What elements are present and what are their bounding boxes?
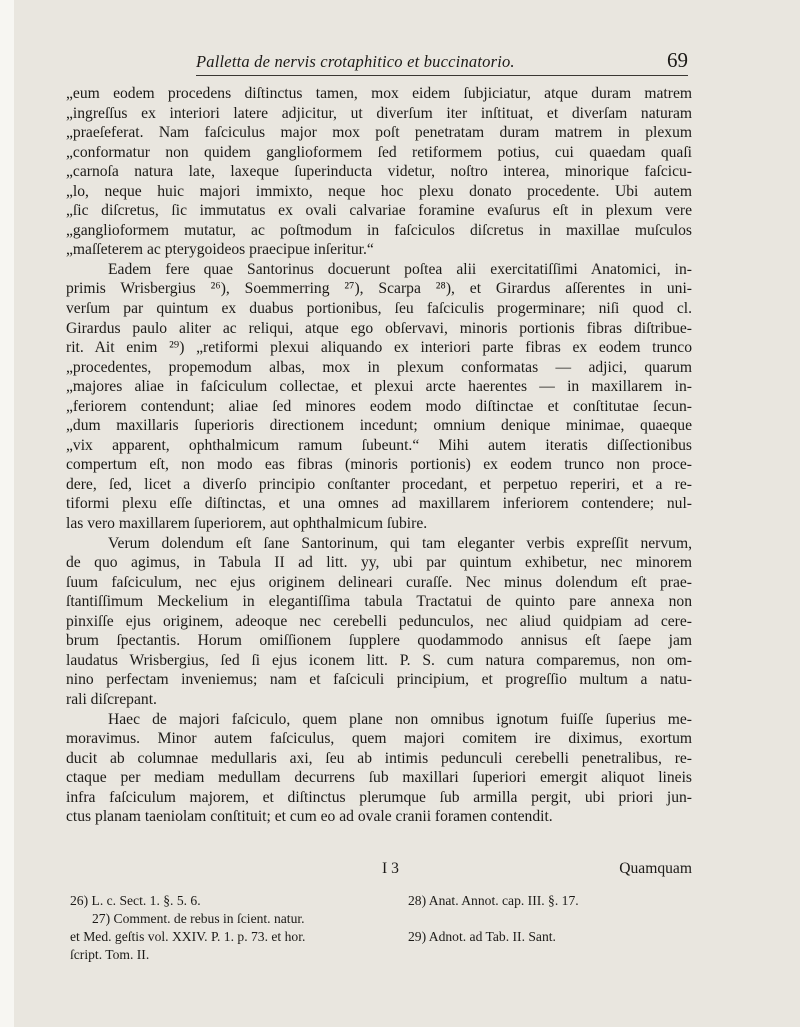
- paragraph-start-line: Verum dolendum eſt ſane Santorinum, qui tam eleganter verbis expreſſit nervum,: [108, 534, 692, 552]
- signature-row: [66, 858, 692, 880]
- footnote-continuation: ſcript. Tom. II.: [70, 947, 150, 962]
- footnote: 29) Adnot. ad Tab. II. Sant.: [408, 929, 556, 944]
- text-line: ctus planam taeniolam conſtituit; et cum eo ad ovale cranii foramen contendit.: [66, 808, 553, 826]
- text-line: ctaque per mediam medullam decurrens ſub maxillari ſuperiori emergit aliquot lineis: [66, 769, 692, 787]
- paragraph-start-line: Eadem fere quae Santorinus docuerunt poſtea alii exercitatiſſimi Anatomici, in-: [108, 260, 692, 278]
- text-line: „feriorem contendunt; aliae ſed minores eodem modo diſtinctae et conſtitutae ſecun-: [66, 397, 692, 415]
- footnote: 26) L. c. Sect. 1. §. 5. 6.: [70, 893, 201, 908]
- text-line: „praeſeferat. Nam faſciculus major mox poſt penetratam duram matrem in plexum: [66, 124, 692, 142]
- text-line: „ganglioformem mutatur, ac poſtmodum in faſciculos diſcretus in maxillae muſculos: [66, 221, 692, 239]
- text-line: Girardus paulo aliter ac reliqui, atque ego obſervavi, minoris portionis fibras diſtribue-: [66, 319, 692, 337]
- page-header: [196, 48, 688, 78]
- text-line: de quo agimus, in Tabula II ad litt. yy, ubi par quintum exhibetur, nec minorem: [66, 554, 692, 572]
- text-line: nino perfectam inveniemus; nam et faſciculi principium, et progreſſio multum a natu-: [66, 671, 692, 689]
- footnote: 27) Comment. de rebus in ſcient. natur.: [92, 911, 305, 926]
- header-rule: [196, 75, 688, 76]
- text-line: compertum eſt, non modo eas fibras (minoris portionis) ex eodem trunco non proce-: [66, 456, 692, 474]
- signature-mark: I 3: [382, 860, 399, 877]
- footnote: 28) Anat. Annot. cap. III. §. 17.: [408, 893, 579, 908]
- footnotes: [70, 892, 690, 972]
- text-line: dere, ſed, licet a diverſo principio conſtanter procedant, et perpetuo reperiri, et a re-: [66, 475, 692, 493]
- text-line: infra faſciculum majorem, et diſtinctus plerumque ſub armilla pergit, ubi priori jun-: [66, 788, 692, 806]
- footnote-continuation: et Med. geſtis vol. XXIV. P. 1. p. 73. et hor.: [70, 929, 306, 944]
- running-head: Palletta de nervis crotaphitico et buccinatorio.: [196, 52, 515, 71]
- text-line: ſtantiſſimum Meckelium in elegantiſſima tabula Tractatui de quinto pare annexa non: [66, 593, 692, 611]
- text-line: rali diſcrepant.: [66, 690, 157, 708]
- text-line: „eum eodem procedens diſtinctus tamen, mox eidem ſubjiciatur, atque duram matrem: [66, 85, 692, 102]
- text-line: rit. Ait enim ²⁹) „retiformi plexui aliquando ex interiori parte fibras ex eodem trunco: [66, 339, 692, 357]
- text-line: „vix apparent, ophthalmicum ramum ſubeunt.“ Mihi autem iteratis diſſectionibus: [66, 436, 692, 454]
- body-text: [66, 84, 692, 827]
- catchword: Quamquam: [619, 860, 692, 877]
- text-line: tiformi plexu eſſe diſtinctas, et una omnes ad maxillarem inferiorem contendere; nul-: [66, 495, 692, 513]
- text-line: pinxiſſe ejus originem, adeoque nec cerebelli pedunculos, nec aliud quidpiam ad cere-: [66, 612, 692, 630]
- text-line: las vero maxillarem ſuperiorem, aut ophthalmicum ſubire.: [66, 515, 428, 533]
- text-line: „ingreſſus ex interiori latere adjicitur, ut diverſum iter inſtituat, et diverſam naturam: [66, 104, 692, 122]
- text-line: „majores aliae in faſciculum collectae, et plexui arcte haerentes — in maxillarem in-: [66, 378, 692, 396]
- paragraph-start-line: Haec de majori faſciculo, quem plane non omnibus ignotum fuiſſe ſuperius me-: [108, 710, 692, 728]
- footnotes-right-column: [408, 892, 690, 946]
- text-line: moravimus. Minor autem faſciculus, quem majori comitem ire diximus, exortum: [66, 730, 692, 748]
- text-line: „ſic diſcretus, ſic immutatus ex ovali calvariae foramine evaſurus eſt in plexum vere: [66, 202, 692, 220]
- text-line: ducit ab columnae medullaris axi, ſeu ab intimis pedunculi cerebelli penetralibus, re-: [66, 749, 692, 767]
- footnotes-left-column: [70, 892, 390, 964]
- text-line: „lo, neque huic majori immixto, neque hoc plexu donato procedente. Ubi autem: [66, 182, 692, 200]
- text-line: brum ſpectantis. Horum omiſſionem ſupplere quodammodo annisus eſt ſaepe jam: [66, 632, 692, 650]
- text-line: „procedentes, propemodum albas, mox in plexum conformatas — adjici, quarum: [66, 358, 692, 376]
- text-line: ſuum faſciculum, nec ejus originem delineari curaſſe. Nec minus dolendum eſt prae-: [66, 573, 692, 591]
- text-line: „maſſeterem ac pterygoideos praecipue inſeritur.“: [66, 241, 374, 259]
- page-number: 69: [667, 48, 688, 72]
- page-edge: [0, 0, 14, 1027]
- text-line: primis Wrisbergius ²⁶), Soemmerring ²⁷), Scarpa ²⁸), et Girardus aſſerentes in uni-: [66, 280, 692, 298]
- text-line: „dum maxillaris ſuperioris directionem incedunt; omnium denique minimae, quaeque: [66, 417, 692, 435]
- text-line: verſum par quintum ex duabus portionibus, ſeu faſciculis progerminare; niſi quod cl.: [66, 300, 692, 318]
- text-line: „carnoſa natura late, laxeque ſuperinducta videtur, noſtro interea, minorique faſcicu-: [66, 163, 692, 181]
- text-line: laudatus Wrisbergius, ſed ſi ejus iconem litt. P. S. cum natura comparemus, non om-: [66, 651, 692, 669]
- text-line: „conformatur non quidem ganglioformem ſed retiformem potius, cui quaedam quaſi: [66, 143, 692, 161]
